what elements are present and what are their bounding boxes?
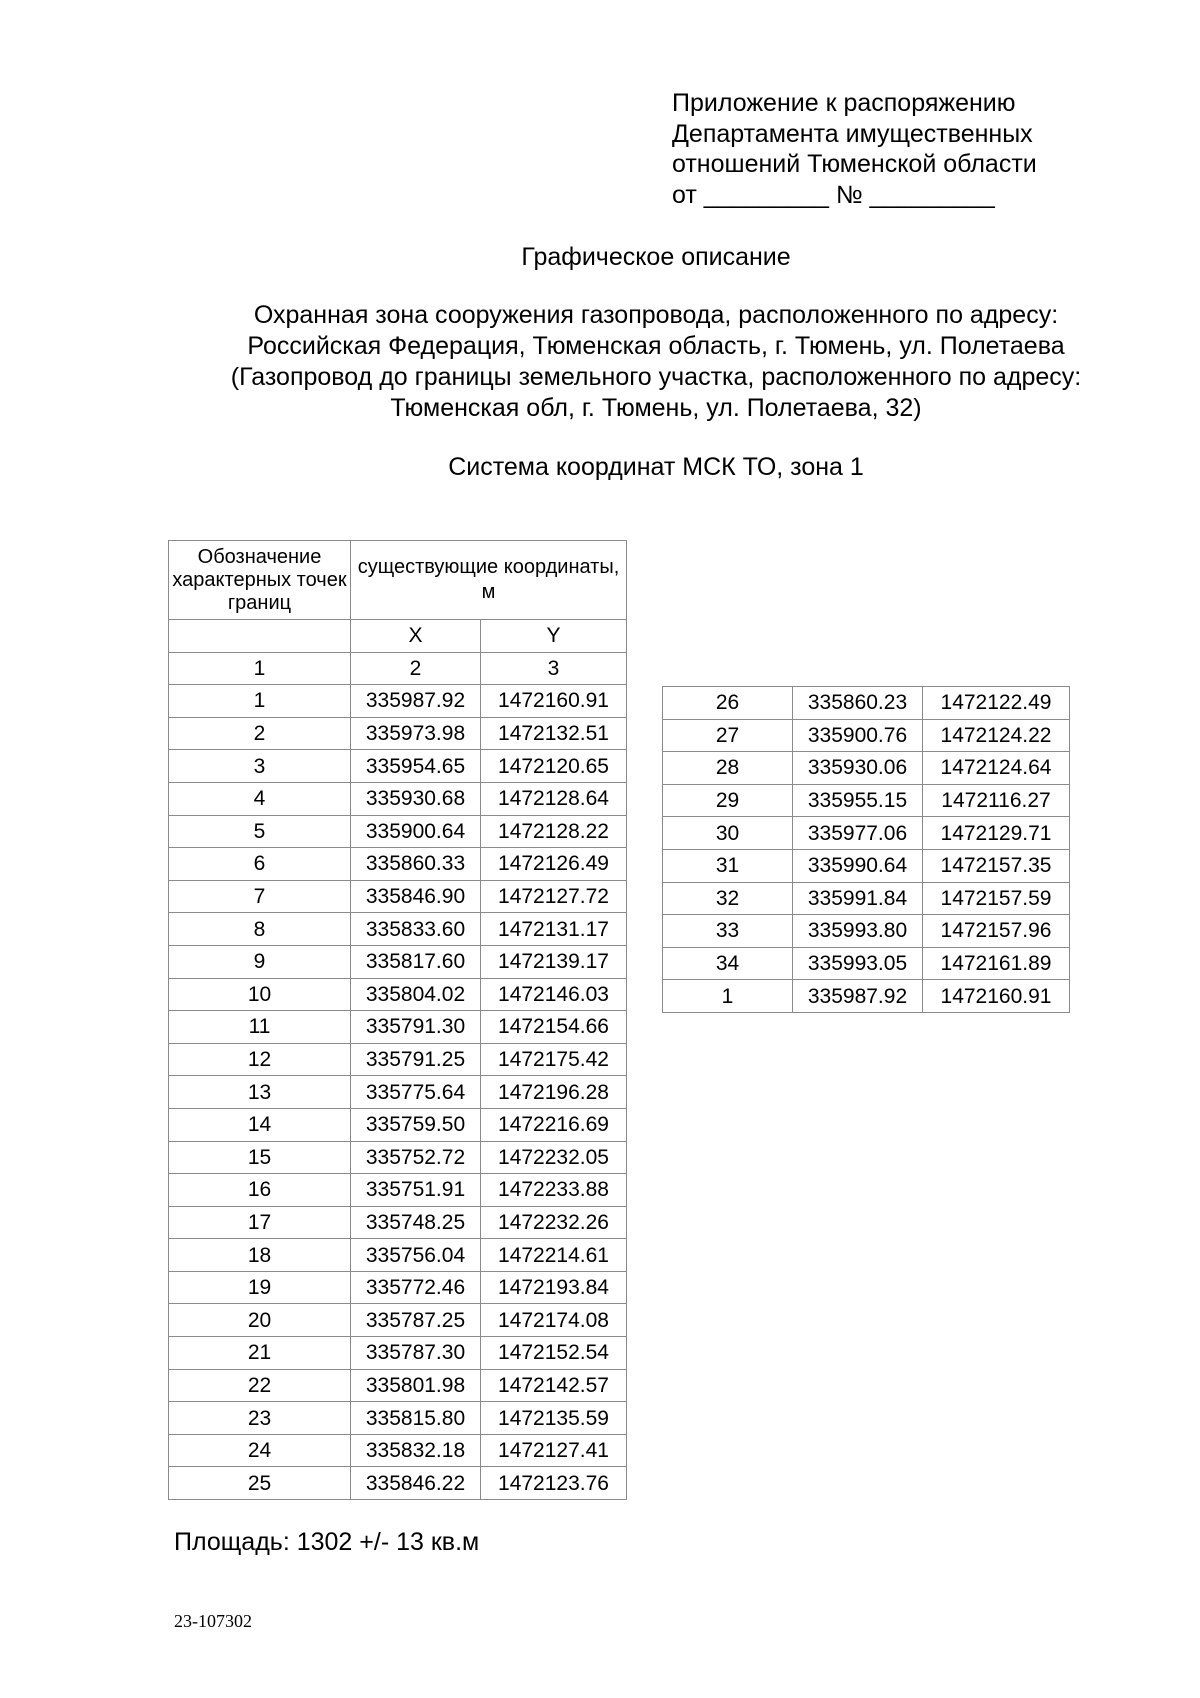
table-row [663, 817, 1070, 850]
point-number: 9 [169, 945, 351, 978]
table-row [169, 1076, 627, 1109]
point-number: 18 [169, 1239, 351, 1272]
coord-y: 1472127.41 [481, 1434, 627, 1467]
table-row [169, 750, 627, 783]
point-number: 12 [169, 1043, 351, 1076]
point-number: 31 [663, 849, 793, 882]
coord-y: 1472122.49 [923, 687, 1070, 720]
coordinates-table-continued [662, 686, 1070, 1013]
point-number: 14 [169, 1108, 351, 1141]
coord-x: 335900.76 [793, 719, 923, 752]
coord-y: 1472157.59 [923, 882, 1070, 915]
coord-x: 335987.92 [793, 980, 923, 1013]
coord-x: 335791.30 [351, 1011, 481, 1044]
header-y: Y [481, 620, 627, 653]
point-number: 25 [169, 1467, 351, 1500]
table-row [169, 848, 627, 881]
coord-x: 335751.91 [351, 1174, 481, 1207]
coord-x: 335832.18 [351, 1434, 481, 1467]
column-number: 3 [481, 652, 627, 685]
header-empty-cell [169, 620, 351, 653]
coord-y: 1472160.91 [923, 980, 1070, 1013]
point-number: 10 [169, 978, 351, 1011]
point-number: 15 [169, 1141, 351, 1174]
point-number: 29 [663, 784, 793, 817]
coord-y: 1472128.22 [481, 815, 627, 848]
table-row [169, 1434, 627, 1467]
table-row [663, 915, 1070, 948]
coord-x: 335772.46 [351, 1271, 481, 1304]
coord-y: 1472193.84 [481, 1271, 627, 1304]
table-row [663, 882, 1070, 915]
table-row [169, 1402, 627, 1435]
header-point-label: Обозначение характерных точек границ [169, 541, 351, 620]
table-row [169, 880, 627, 913]
coord-x: 335787.30 [351, 1337, 481, 1370]
table-row [169, 1206, 627, 1239]
coord-x: 335977.06 [793, 817, 923, 850]
table-row [169, 1337, 627, 1370]
coord-y: 1472129.71 [923, 817, 1070, 850]
coord-x: 335860.33 [351, 848, 481, 881]
point-number: 2 [169, 717, 351, 750]
coord-y: 1472174.08 [481, 1304, 627, 1337]
coord-y: 1472216.69 [481, 1108, 627, 1141]
description-line: Охранная зона сооружения газопровода, расположенного по адресу: [253, 301, 1059, 329]
coord-y: 1472126.49 [481, 848, 627, 881]
point-number: 7 [169, 880, 351, 913]
coord-x: 335756.04 [351, 1239, 481, 1272]
appendix-date-number-line: от _________ № _________ [672, 180, 995, 209]
coord-x: 335804.02 [351, 978, 481, 1011]
coordinate-system: Система координат МСК ТО, зона 1 [448, 453, 864, 481]
coord-x: 335815.80 [351, 1402, 481, 1435]
table-row [169, 685, 627, 718]
coord-y: 1472233.88 [481, 1174, 627, 1207]
coord-x: 335748.25 [351, 1206, 481, 1239]
coord-y: 1472232.26 [481, 1206, 627, 1239]
point-number: 22 [169, 1369, 351, 1402]
coord-x: 335775.64 [351, 1076, 481, 1109]
point-number: 11 [169, 1011, 351, 1044]
description-line: (Газопровод до границы земельного участка, расположенного по адресу: [230, 363, 1082, 391]
table-row [169, 815, 627, 848]
coord-x: 335993.80 [793, 915, 923, 948]
point-number: 3 [169, 750, 351, 783]
point-number: 13 [169, 1076, 351, 1109]
coord-x: 335846.90 [351, 880, 481, 913]
coord-x: 335954.65 [351, 750, 481, 783]
table-row [663, 784, 1070, 817]
table-header-row [169, 541, 627, 620]
table-column-number-row [169, 652, 627, 685]
column-number: 2 [351, 652, 481, 685]
header-x: X [351, 620, 481, 653]
coord-y: 1472116.27 [923, 784, 1070, 817]
header-coordinates: существующие координаты, м [351, 541, 627, 620]
table-row [663, 849, 1070, 882]
point-number: 30 [663, 817, 793, 850]
table-row [169, 1043, 627, 1076]
coord-x: 335991.84 [793, 882, 923, 915]
table-row [169, 1467, 627, 1500]
coord-y: 1472214.61 [481, 1239, 627, 1272]
point-number: 28 [663, 752, 793, 785]
point-number: 32 [663, 882, 793, 915]
coord-x: 335817.60 [351, 945, 481, 978]
coord-x: 335973.98 [351, 717, 481, 750]
appendix-block [672, 88, 1037, 210]
coord-y: 1472160.91 [481, 685, 627, 718]
coord-y: 1472128.64 [481, 782, 627, 815]
point-number: 20 [169, 1304, 351, 1337]
point-number: 19 [169, 1271, 351, 1304]
table-row [169, 1304, 627, 1337]
coordinates-table [168, 540, 627, 1500]
coord-y: 1472123.76 [481, 1467, 627, 1500]
table-row [169, 1369, 627, 1402]
document-title: Графическое описание [521, 243, 791, 271]
point-number: 8 [169, 913, 351, 946]
point-number: 26 [663, 687, 793, 720]
table-row [169, 1011, 627, 1044]
coord-y: 1472152.54 [481, 1337, 627, 1370]
coord-x: 335930.06 [793, 752, 923, 785]
coord-y: 1472127.72 [481, 880, 627, 913]
area-value: Площадь: 1302 +/- 13 кв.м [174, 1528, 480, 1556]
description-line: Российская Федерация, Тюменская область, г. Тюмень, ул. Полетаева [247, 332, 1065, 360]
object-description [0, 300, 1200, 424]
coord-x: 335930.68 [351, 782, 481, 815]
table-row [169, 1174, 627, 1207]
table-row [663, 752, 1070, 785]
coord-x: 335752.72 [351, 1141, 481, 1174]
coord-y: 1472139.17 [481, 945, 627, 978]
point-number: 17 [169, 1206, 351, 1239]
point-number: 6 [169, 848, 351, 881]
point-number: 27 [663, 719, 793, 752]
coord-y: 1472157.96 [923, 915, 1070, 948]
point-number: 33 [663, 915, 793, 948]
coord-y: 1472157.35 [923, 849, 1070, 882]
coord-x: 335993.05 [793, 947, 923, 980]
table-row [169, 978, 627, 1011]
coord-x: 335791.25 [351, 1043, 481, 1076]
table-row [169, 1239, 627, 1272]
coord-x: 335900.64 [351, 815, 481, 848]
coord-y: 1472142.57 [481, 1369, 627, 1402]
point-number: 1 [169, 685, 351, 718]
coord-y: 1472161.89 [923, 947, 1070, 980]
point-number: 4 [169, 782, 351, 815]
point-number: 5 [169, 815, 351, 848]
point-number: 16 [169, 1174, 351, 1207]
coord-y: 1472131.17 [481, 913, 627, 946]
table-row [169, 782, 627, 815]
table-row [169, 1108, 627, 1141]
coord-y: 1472154.66 [481, 1011, 627, 1044]
appendix-line: отношений Тюменской области [672, 150, 1037, 178]
table-row [169, 913, 627, 946]
coord-x: 335860.23 [793, 687, 923, 720]
coord-x: 335801.98 [351, 1369, 481, 1402]
column-number: 1 [169, 652, 351, 685]
table-row [663, 719, 1070, 752]
coord-y: 1472175.42 [481, 1043, 627, 1076]
document-number: 23-107302 [174, 1611, 252, 1631]
coord-y: 1472135.59 [481, 1402, 627, 1435]
appendix-line: Департамента имущественных [672, 119, 1033, 148]
table-row [663, 687, 1070, 720]
coord-x: 335990.64 [793, 849, 923, 882]
point-number: 1 [663, 980, 793, 1013]
coord-y: 1472120.65 [481, 750, 627, 783]
table-row [169, 945, 627, 978]
table-row [169, 1141, 627, 1174]
coord-x: 335955.15 [793, 784, 923, 817]
coord-y: 1472124.64 [923, 752, 1070, 785]
coord-y: 1472232.05 [481, 1141, 627, 1174]
coord-x: 335759.50 [351, 1108, 481, 1141]
table-row [663, 947, 1070, 980]
coord-y: 1472196.28 [481, 1076, 627, 1109]
description-line: Тюменская обл, г. Тюмень, ул. Полетаева, 32) [390, 394, 922, 422]
point-number: 34 [663, 947, 793, 980]
coord-x: 335846.22 [351, 1467, 481, 1500]
coord-y: 1472146.03 [481, 978, 627, 1011]
appendix-line: Приложение к распоряжению [672, 89, 1016, 117]
coord-x: 335987.92 [351, 685, 481, 718]
coord-y: 1472124.22 [923, 719, 1070, 752]
table-row [169, 717, 627, 750]
table-row [169, 1271, 627, 1304]
coord-x: 335833.60 [351, 913, 481, 946]
coord-y: 1472132.51 [481, 717, 627, 750]
table-axis-row [169, 620, 627, 653]
point-number: 23 [169, 1402, 351, 1435]
point-number: 24 [169, 1434, 351, 1467]
coord-x: 335787.25 [351, 1304, 481, 1337]
table-row [663, 980, 1070, 1013]
point-number: 21 [169, 1337, 351, 1370]
